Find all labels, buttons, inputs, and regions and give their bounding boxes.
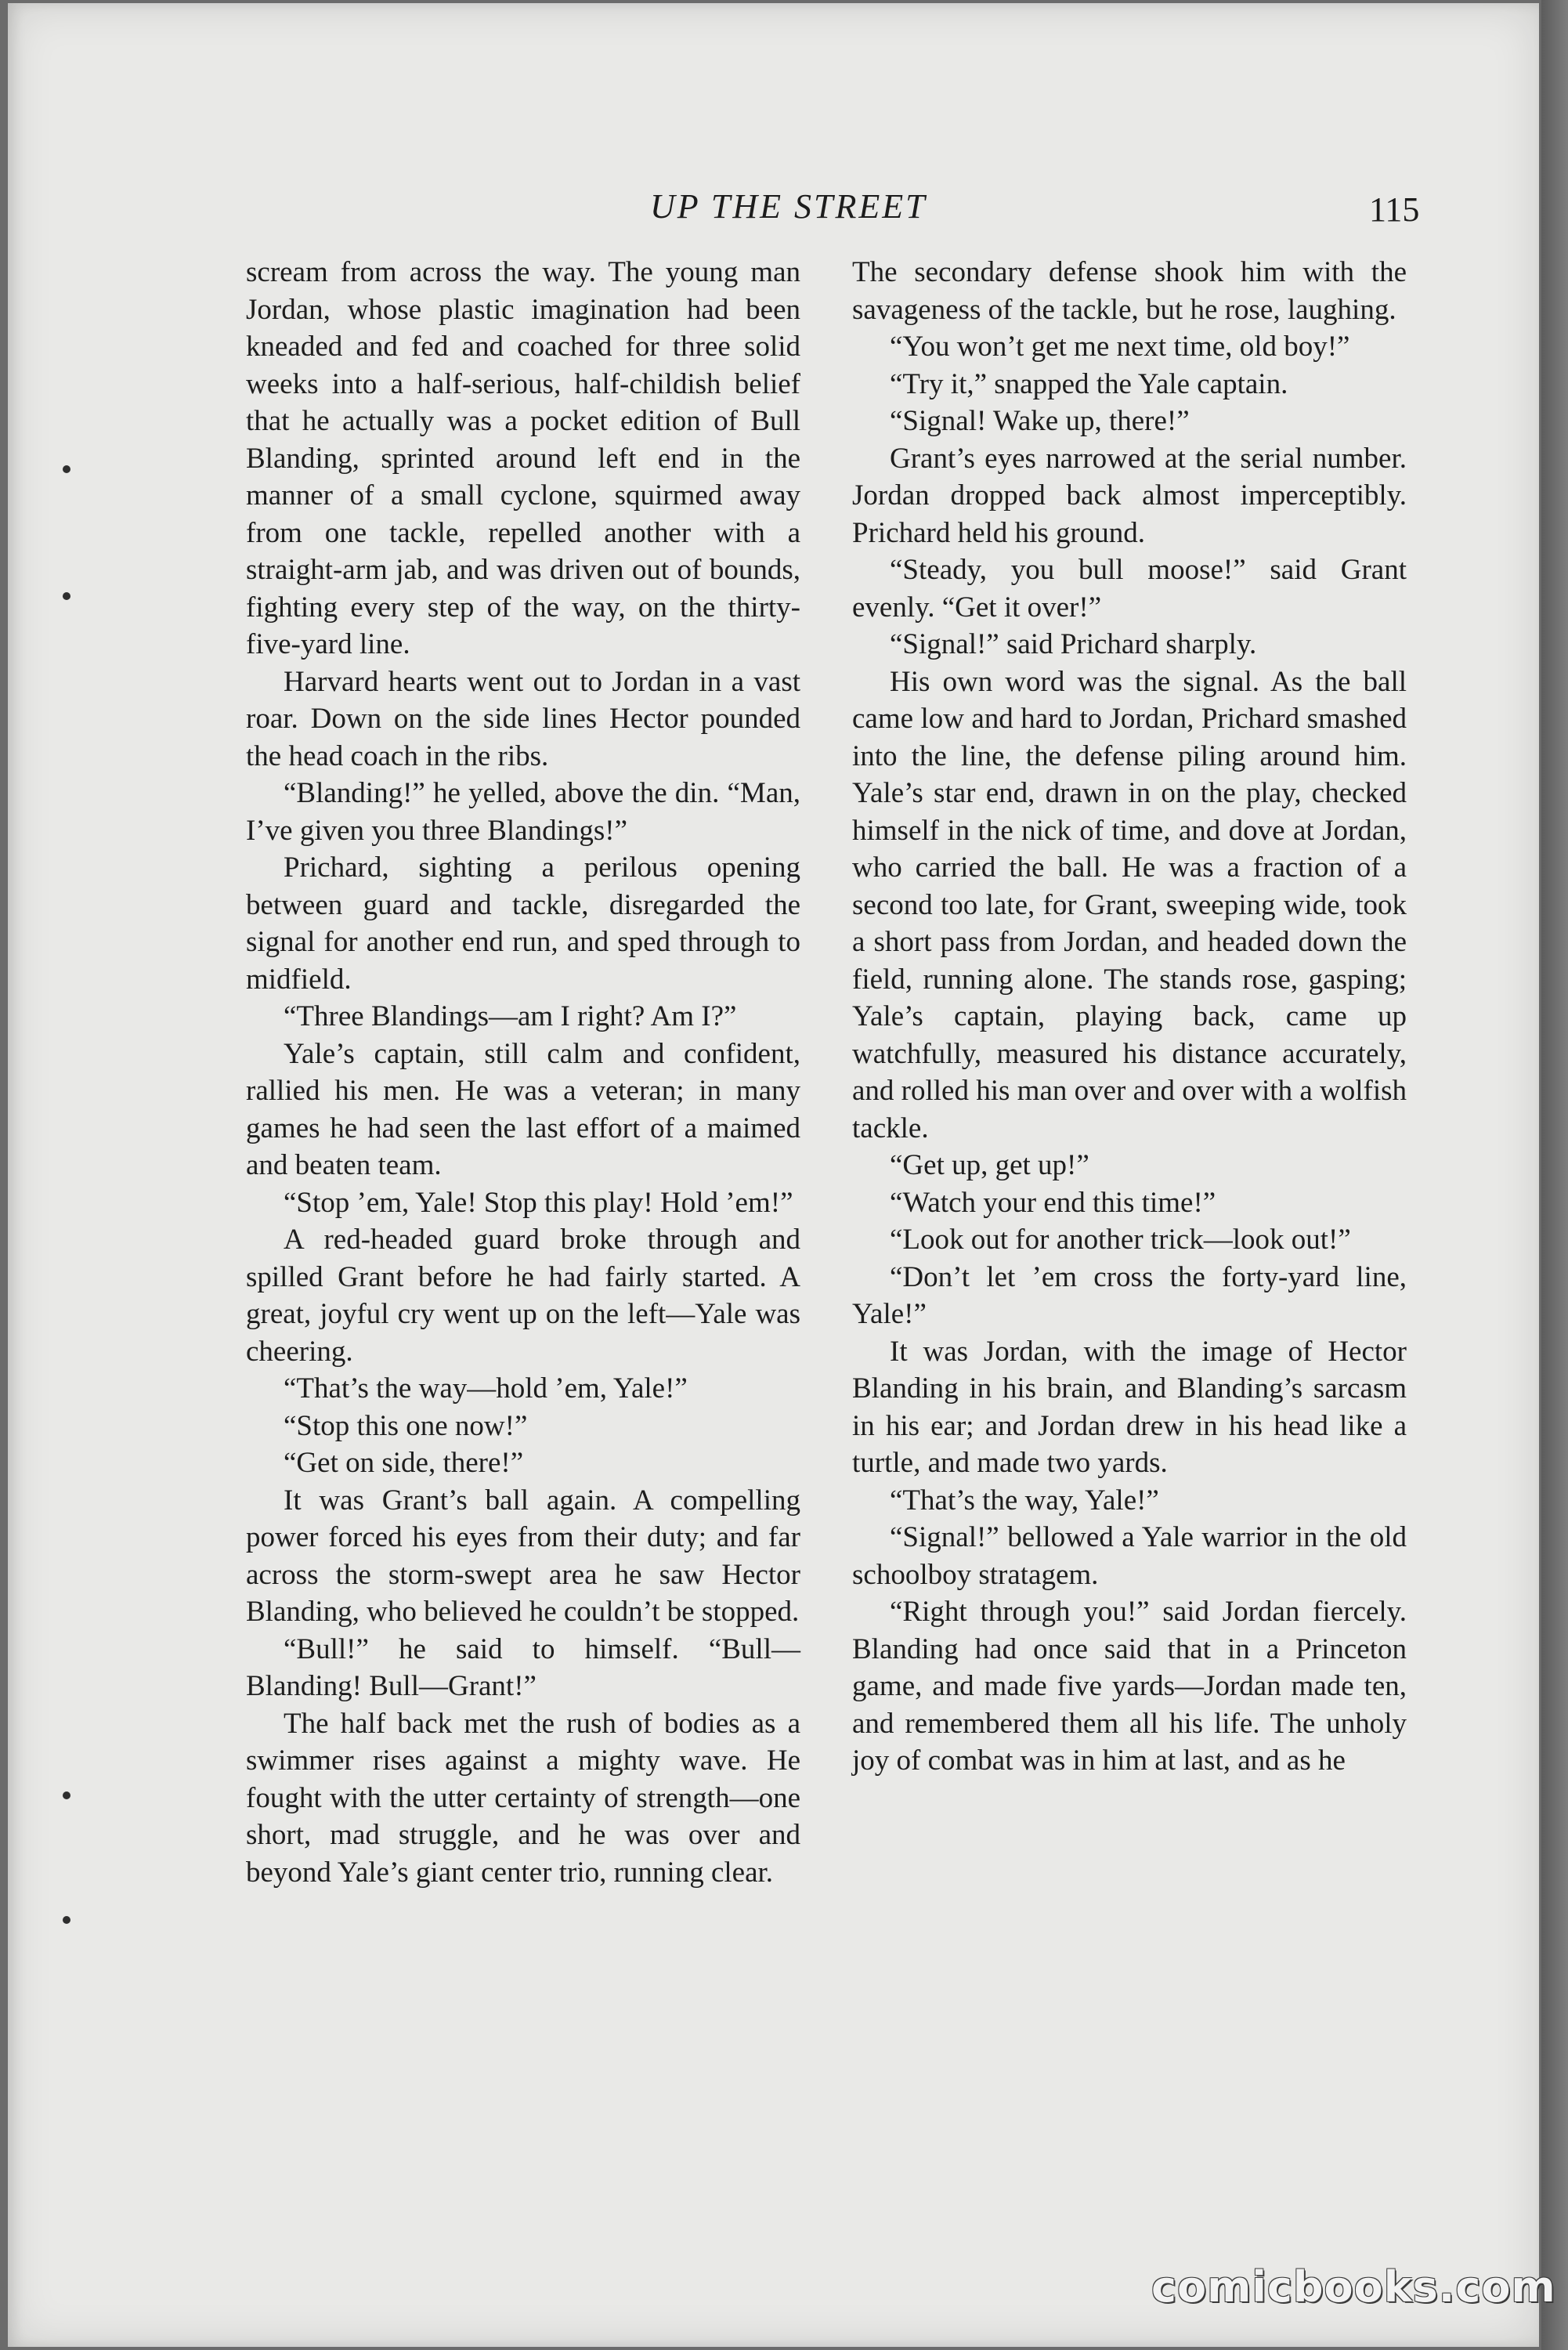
binding-hole	[63, 1916, 70, 1924]
paragraph: “That’s the way, Yale!”	[890, 1484, 1159, 1517]
paragraph: scream from across the way. The young man Jordan, whose plastic imagination had been kneaded and fed and coached for three solid weeks into a half-serious, half-childish belief that he actually was a pocket edition of Bull Blanding, sprinted around left end in the manner of a small cyclone, squirmed away from one tackle, repelled another with a straight-arm jab, and was driven out of bounds, fighting every step of the way, on the thirty-five-yard line.	[246, 256, 800, 660]
paragraph: “Stop ’em, Yale! Stop this play! Hold ’em!”	[284, 1186, 793, 1219]
paragraph: Yale’s captain, still calm and confident, rallied his men. He was a veteran; in many games he had seen the last effort of a maimed and beaten team.	[246, 1037, 800, 1181]
paragraph: “Bull!” he said to himself. “Bull—Blanding! Bull—Grant!”	[246, 1632, 800, 1702]
paragraph: “Stop this one now!”	[284, 1409, 528, 1442]
paragraph: “Blanding!” he yelled, above the din. “Man, I’ve given you three Blandings!”	[246, 777, 800, 847]
paragraph: “Signal!” bellowed a Yale warrior in the old schoolboy stratagem.	[852, 1521, 1407, 1591]
paragraph: “Signal!” said Prichard sharply.	[890, 628, 1257, 660]
paragraph: His own word was the signal. As the ball came low and hard to Jordan, Prichard smashed into the line, the defense piling around him. Yale’s star end, drawn in on the play, checked himself in the nick of time, and dove at Jordan, who carried the ball. He was a fraction of a second too late, for Grant, sweeping wide, took a short pass from Jordan, and headed down the field, running alone. The stands rose, gasping; Yale’s captain, playing back, came up watchfully, measured his distance accurately, and rolled his man over and over with a wolfish tackle.	[852, 665, 1407, 1144]
paragraph: A red-headed guard broke through and spilled Grant before he had fairly started. A great, joyful cry went up on the left—Yale was cheering.	[246, 1224, 800, 1368]
paragraph: “Right through you!” said Jordan fiercely. Blanding had once said that in a Princeton game, and made five yards—Jordan made ten, and remembered them all his life. The unholy joy of combat was in him at last, and as he	[852, 1596, 1407, 1777]
paragraph: It was Grant’s ball again. A compelling power forced his eyes from their duty; and far across the storm-swept area he saw Hector Blanding, who believed he couldn’t be stopped.	[246, 1484, 800, 1628]
paragraph: “You won’t get me next time, old boy!”	[890, 331, 1350, 363]
paragraph: It was Jordan, with the image of Hector Blanding in his brain, and Blanding’s sarcasm in his ear; and Jordan drew in his head like a turtle, and made two yards.	[852, 1335, 1407, 1479]
paragraph: “That’s the way—hold ’em, Yale!”	[284, 1372, 688, 1405]
binding-hole	[63, 465, 70, 473]
paragraph: “Watch your end this time!”	[890, 1186, 1216, 1219]
paragraph: “Try it,” snapped the Yale captain.	[890, 367, 1288, 400]
left-column	[246, 254, 800, 1891]
running-head: UP THE STREET	[650, 187, 927, 226]
watermark: comicbooks.com	[1151, 2262, 1556, 2312]
right-column	[852, 254, 1407, 1780]
paragraph: Grant’s eyes narrowed at the serial number. Jordan dropped back almost imperceptibly. Prichard held his ground.	[852, 442, 1407, 549]
paragraph: The secondary defense shook him with the savageness of the tackle, but he rose, laughing.	[852, 256, 1407, 326]
page-number: 115	[1369, 190, 1420, 229]
paragraph: Harvard hearts went out to Jordan in a vast roar. Down on the side lines Hector pounded the head coach in the ribs.	[246, 665, 800, 772]
paragraph: The half back met the rush of bodies as a swimmer rises against a mighty wave. He fought with the utter certainty of strength—one short, mad struggle, and he was over and beyond Yale’s giant center trio, running clear.	[246, 1707, 800, 1889]
paragraph: “Don’t let ’em cross the forty-yard line, Yale!”	[852, 1260, 1407, 1330]
paragraph: “Get on side, there!”	[284, 1447, 524, 1479]
scan-edge	[1541, 0, 1568, 2350]
paragraph: Prichard, sighting a perilous opening between guard and tackle, disregarded the signal for another end run, and sped through to midfield.	[246, 851, 800, 996]
paragraph: “Signal! Wake up, there!”	[890, 405, 1190, 437]
binding-hole	[63, 1791, 70, 1799]
paragraph: “Steady, you bull moose!” said Grant evenly. “Get it over!”	[852, 554, 1407, 624]
binding-hole	[63, 592, 70, 600]
page-header	[8, 182, 1539, 237]
paragraph: “Three Blandings—am I right? Am I?”	[284, 1000, 737, 1032]
paragraph: “Get up, get up!”	[890, 1149, 1089, 1181]
paragraph: “Look out for another trick—look out!”	[890, 1224, 1351, 1256]
book-page	[8, 3, 1539, 2347]
